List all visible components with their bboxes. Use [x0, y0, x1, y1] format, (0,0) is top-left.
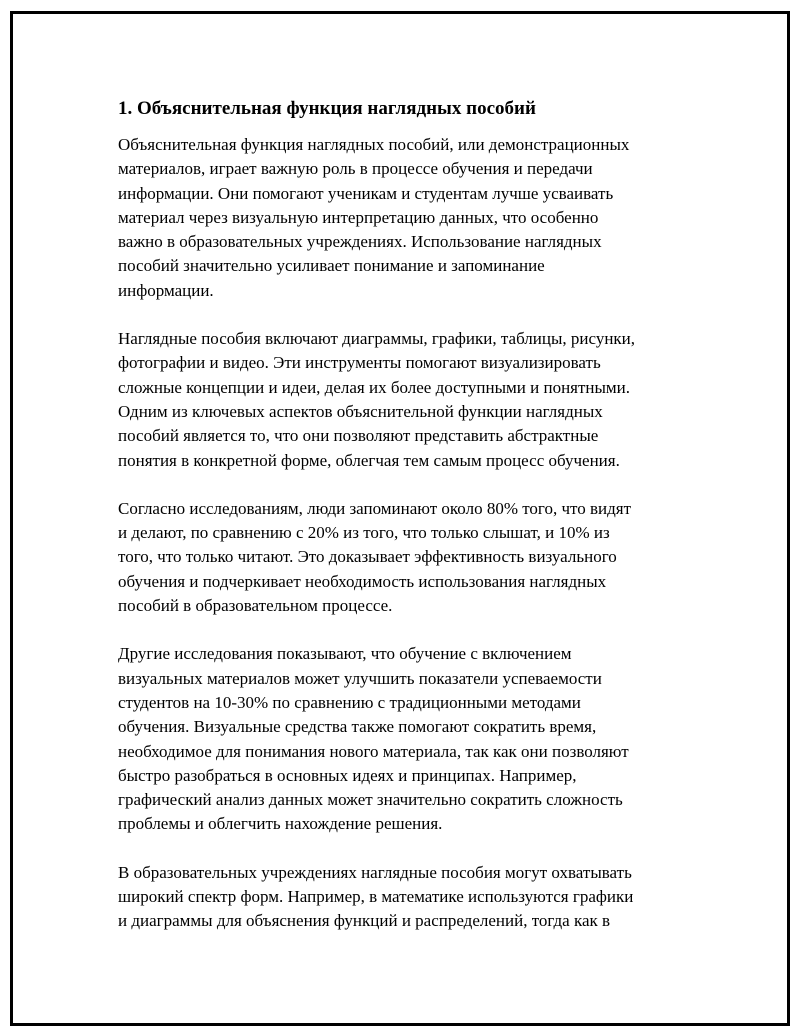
paragraph-1: Объяснительная функция наглядных пособий, или демонстрационных материалов, играет важную роль в процессе обучения и передачи информации. Они помогают ученикам и студентам лучше усваивать материал через визуальную интерпретацию данных, что особенно важно в образовательных учреждениях. Использование наглядных пособий значительно усиливает понимание и запоминание информации.: [118, 135, 630, 300]
document-body: [118, 97, 683, 958]
paragraph-3: Согласно исследованиям, люди запоминают около 80% того, что видят и делают, по сравнению с 20% из того, что только слышат, и 10% из того, что только читают. Это доказывает эффективность визуального обучения и подчеркивает необходимость использования наглядных пособий в образовательном процессе.: [118, 498, 632, 616]
section-heading: 1. Объяснительная функция наглядных пособий: [118, 98, 536, 119]
paragraph-2: Наглядные пособия включают диаграммы, графики, таблицы, рисунки, фотографии и видео. Эти инструменты помогают визуализировать сложные концепции и идеи, делая их более доступными и понятными. Одним из ключевых аспектов объяснительной функции наглядных пособий является то, что они позволяют представить абстрактные понятия в конкретной форме, облегчая тем самым процесс обучения.: [118, 329, 636, 470]
paragraph-4: Другие исследования показывают, что обучение с включением визуальных материалов может улучшить показатели успеваемости студентов на 10-30% по сравнению с традиционными методами обучения. Визуальные средства также помогают сократить время, необходимое для понимания нового материала, так как они позволяют быстро разобраться в основных идеях и принципах. Например, графический анализ данных может значительно сократить сложность проблемы и облегчить нахождение решения.: [118, 644, 629, 834]
page-frame: [10, 11, 790, 1026]
paragraph-5: В образовательных учреждениях наглядные пособия могут охватывать широкий спектр форм. Например, в математике используются графики и диаграммы для объяснения функций и распределений, тогда как в: [118, 862, 634, 931]
